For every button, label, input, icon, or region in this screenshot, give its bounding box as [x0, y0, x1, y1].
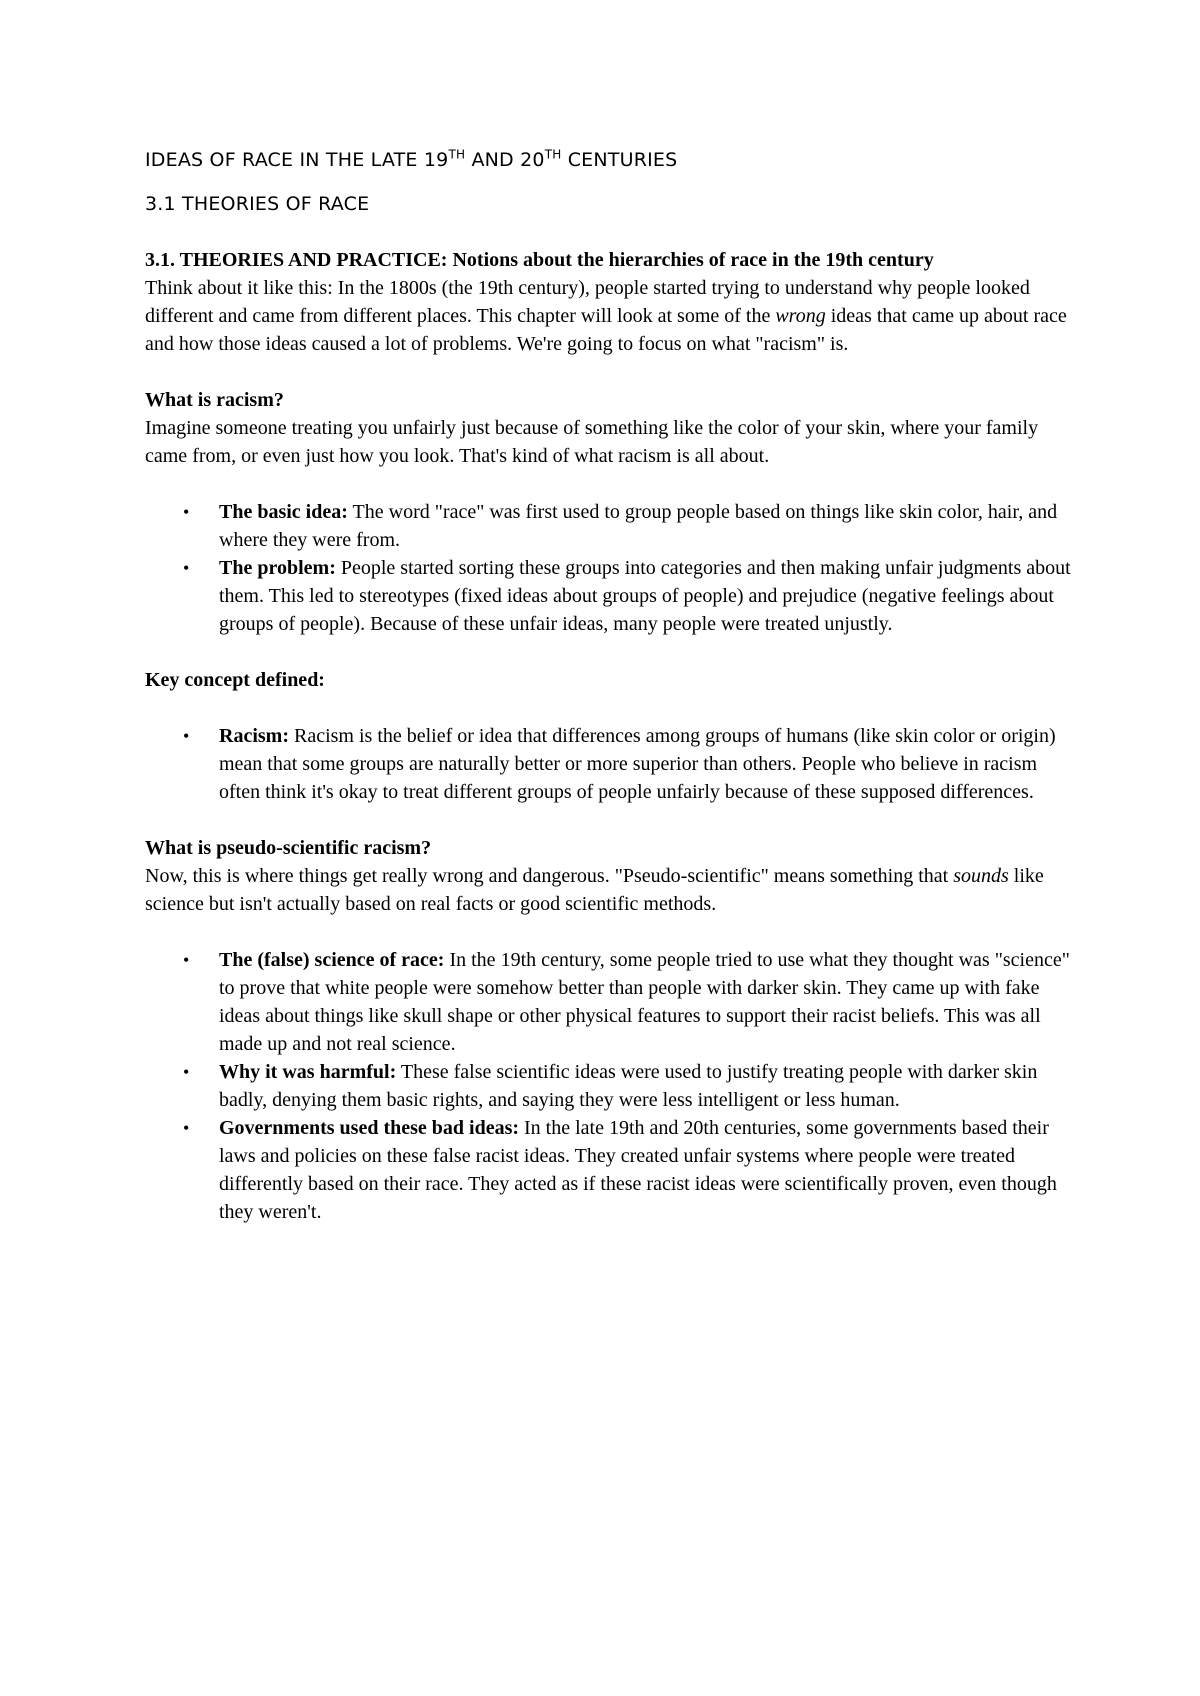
pseudo-paragraph [145, 862, 1075, 918]
bullet-text: Racism is the belief or idea that differences among groups of humans (like skin color or origin) mean that some groups are naturally better or more superior than others. People who believe in racism often think it's okay to treat different groups of people unfairly because of these supposed differences. [219, 725, 1056, 803]
key-concept-bullet-list [145, 722, 1075, 806]
document-title [145, 148, 1075, 172]
pseudo-text-2: like science but isn't actually based on real facts or good scientific methods. [145, 865, 1044, 915]
section-heading: 3.1. THEORIES AND PRACTICE: Notions about the hierarchies of race in the 19th century [145, 249, 934, 271]
list-item [145, 946, 1075, 1058]
bullet-marker: • [183, 726, 190, 746]
bullet-text: People started sorting these groups into categories and then making unfair judgments about them. This led to stereotypes (fixed ideas about groups of people) and prejudice (negative feelings about groups of people). Because of these unfair ideas, many people were treated unjustly. [219, 557, 1071, 635]
list-item [145, 554, 1075, 638]
title-superscript-2: TH [544, 147, 562, 162]
racism-paragraph: Imagine someone treating you unfairly just because of something like the color of your skin, where your family came from, or even just how you look. That's kind of what racism is all about. [145, 417, 1039, 467]
list-item [145, 1114, 1075, 1226]
title-part-1: IDEAS OF RACE IN THE LATE 19 [145, 149, 449, 171]
bullet-marker: • [183, 950, 190, 970]
bullet-label: The basic idea: [219, 501, 348, 523]
pseudo-text-1: Now, this is where things get really wrong and dangerous. "Pseudo-scientific" means something that [145, 865, 954, 887]
section-subtitle: 3.1 THEORIES OF RACE [145, 193, 370, 215]
intro-emphasis: wrong [775, 305, 826, 327]
title-part-3: CENTURIES [561, 149, 678, 171]
bullet-marker: • [183, 558, 190, 578]
bullet-marker: • [183, 1062, 190, 1082]
bullet-text: The word "race" was first used to group people based on things like skin color, hair, and where they were from. [219, 501, 1058, 551]
pseudo-bullet-list [145, 946, 1075, 1226]
bullet-text: In the late 19th and 20th centuries, some governments based their laws and policies on these false racist ideas. They created unfair systems where people were treated differently based on their race. They acted as if these racist ideas were scientifically proven, even though they weren't. [219, 1117, 1057, 1223]
key-concept-heading: Key concept defined: [145, 669, 325, 691]
title-part-2: AND 20 [465, 149, 545, 171]
bullet-label: Racism: [219, 725, 289, 747]
bullet-label: The (false) science of race: [219, 949, 445, 971]
intro-text-1: Think about it like this: In the 1800s (the 19th century), people started trying to understand why people looked different and came from different places. This chapter will look at some of the [145, 277, 1030, 327]
what-is-racism-heading: What is racism? [145, 389, 284, 411]
bullet-text: In the 19th century, some people tried to use what they thought was "science" to prove that white people were somehow better than people with darker skin. They came up with fake ideas about things like skull shape or other physical features to support their racist beliefs. This was all made up and not real science. [219, 949, 1070, 1055]
pseudo-emphasis: sounds [953, 865, 1009, 887]
intro-paragraph [145, 274, 1075, 358]
bullet-marker: • [183, 1118, 190, 1138]
title-superscript-1: TH [448, 147, 466, 162]
intro-text-2: ideas that came up about race and how those ideas caused a lot of problems. We're going to focus on what "racism" is. [145, 305, 1067, 355]
bullet-label: Governments used these bad ideas: [219, 1117, 520, 1139]
bullet-text: These false scientific ideas were used to justify treating people with darker skin badly, denying them basic rights, and saying they were less intelligent or less human. [219, 1061, 1038, 1111]
list-item [145, 1058, 1075, 1114]
document-body [145, 140, 1075, 1226]
list-item [145, 722, 1075, 806]
pseudo-scientific-heading: What is pseudo-scientific racism? [145, 837, 432, 859]
racism-bullet-list [145, 498, 1075, 638]
bullet-marker: • [183, 502, 190, 522]
bullet-label: Why it was harmful: [219, 1061, 397, 1083]
bullet-label: The problem: [219, 557, 336, 579]
list-item [145, 498, 1075, 554]
